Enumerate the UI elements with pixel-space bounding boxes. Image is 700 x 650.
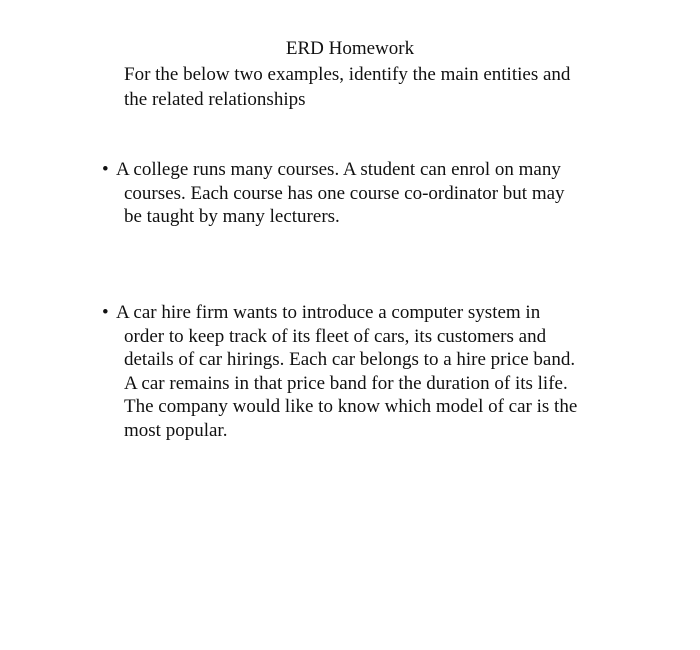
- example-line: most popular.: [124, 419, 228, 441]
- example-line: A college runs many courses. A student can enrol on many: [116, 159, 561, 180]
- example-text: [102, 301, 622, 442]
- intro-line: the related relationships: [124, 89, 306, 110]
- example-line: The company would like to know which model of car is the: [124, 396, 578, 417]
- example-line: be taught by many lecturers.: [124, 206, 340, 227]
- intro-line: For the below two examples, identify the main entities and: [124, 64, 571, 85]
- example-item-car-hire: [102, 301, 622, 442]
- example-line: A car hire firm wants to introduce a computer system in: [116, 302, 541, 323]
- example-text: [102, 158, 622, 229]
- example-item-college: [102, 158, 622, 229]
- page-title: ERD Homework: [285, 38, 415, 59]
- intro-paragraph: [124, 62, 624, 112]
- bullet-icon: •: [102, 302, 109, 323]
- example-line: A car remains in that price band for the duration of its life.: [124, 372, 568, 394]
- bullet-icon: •: [102, 159, 109, 180]
- example-line: details of car hirings. Each car belongs to a hire price band.: [124, 349, 576, 370]
- example-line: courses. Each course has one course co-ordinator but may: [124, 182, 565, 204]
- example-line: order to keep track of its fleet of cars, its customers and: [124, 325, 547, 347]
